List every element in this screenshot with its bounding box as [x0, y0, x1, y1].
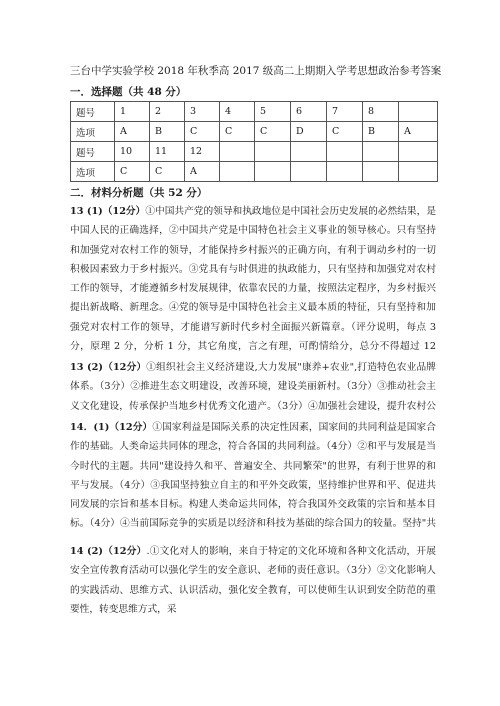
table-cell — [363, 142, 399, 162]
table-cell — [363, 162, 399, 182]
table-cell: C — [115, 162, 150, 182]
table-cell: 7 — [327, 102, 363, 122]
question-number: 14 (2)（12分） — [70, 546, 147, 557]
table-cell: C — [185, 122, 220, 142]
table-cell: 选项 — [71, 122, 115, 142]
answer-text: ①国家利益是国际关系的决定性因素，国家间的共同利益是国家合作的基础。人类命运共同体的理念，符合各国的共同利益。（4分）②和平与发展是当今时代的主题。共同"建设持久和平、普遍安全、共同繁荣"的世界，有利于世界的和平与发展。（4分）③我国坚持独立自主的和平外交政策，坚持维护世界和平、促进共同发展的宗旨和基本目标。构建人类命运共同体，符合我国外交政策的宗旨和基本目标。（4分）④当前国际竞争的实质是以经济和科技为基础的综合国力的较量。坚持"共 — [70, 422, 436, 530]
table-cell — [399, 142, 438, 162]
table-cell: 选项 — [71, 162, 115, 182]
answer-text: .①文化对人的影响，来自于特定的文化环境和各种文化活动，开展安全宣传教育活动可以强化学生的安全意识、老师的责任意识。（3分）②文化影响人的实践活动、思维方式、认识活动，强化安全教育，可以使师生认识到安全防范的重要性，转变思维方式，采 — [70, 546, 436, 615]
answer-text: ①组织社会主义经济建设,大力发展"康养+农业",打造特色农业品牌体系。（3分）②推进生态文明建设，改善环境，建设美丽新村。（3分）③推动社会主义文化建设，传承保护当地乡村优秀文化遗产。（3分）④加强社会建设，提升农村公 — [70, 362, 436, 412]
table-cell: A — [115, 122, 150, 142]
answer-13-1 — [70, 202, 436, 356]
table-cell: C — [220, 122, 255, 142]
table-cell: B — [150, 122, 185, 142]
table-cell: 8 — [363, 102, 399, 122]
answer-13-2 — [70, 358, 436, 416]
table-cell — [255, 162, 291, 182]
answer-14-1 — [70, 418, 436, 534]
table-cell: C — [327, 122, 363, 142]
table-cell — [327, 162, 363, 182]
table-cell — [399, 162, 438, 182]
table-cell: 11 — [150, 142, 185, 162]
table-cell — [220, 142, 255, 162]
table-cell: C — [150, 162, 185, 182]
question-number: 13 (2)（12分） — [70, 362, 147, 373]
table-cell: A — [399, 122, 438, 142]
document-title: 三台中学实验学校 2018 年秋季高 2017 级高二上期期入学考思想政治参考答案 — [70, 65, 442, 77]
table-cell: B — [363, 122, 399, 142]
table-cell: A — [185, 162, 220, 182]
section-choice-heading: 一．选择题（共 48 分） — [70, 86, 187, 98]
answer-14-2 — [70, 542, 436, 658]
table-row — [71, 142, 438, 162]
table-cell: 4 — [220, 102, 255, 122]
table-cell: 6 — [291, 102, 327, 122]
table-row — [71, 162, 438, 182]
table-cell: D — [291, 122, 327, 142]
table-cell — [399, 102, 438, 122]
table-cell: 5 — [255, 102, 291, 122]
table-cell — [291, 162, 327, 182]
table-cell: 12 — [185, 142, 220, 162]
table-cell — [291, 142, 327, 162]
table-cell: 10 — [115, 142, 150, 162]
table-cell: 1 — [115, 102, 150, 122]
table-row — [71, 102, 438, 122]
table-cell — [327, 142, 363, 162]
table-row — [71, 122, 438, 142]
table-cell: 2 — [150, 102, 185, 122]
question-number: 13 (1)（12分） — [70, 206, 146, 217]
table-cell: 题号 — [71, 102, 115, 122]
answer-table — [70, 101, 438, 182]
table-cell — [220, 162, 255, 182]
question-number: 14．(1)（12分） — [70, 422, 153, 433]
table-cell: 题号 — [71, 142, 115, 162]
answer-text: ①中国共产党的领导和执政地位是中国社会历史发展的必然结果，是中国人民的正确选择，②中国共产党是中国特色社会主义事业的领导核心。只有坚持和加强党对农村工作的领导，才能保持乡村振兴的正确方向，有利于调动乡村的一切积极因素致力于乡村振兴。③党具有与时俱进的执政能力，只有坚持和加强党对农村工作的领导，才能遵循乡村发展规律，依靠农民的力量，按照法定程序，为乡村振兴提出新战略、新理念。④党的领导是中国特色社会主义最本质的特征，只有坚持和加强党对农村工作的领导，才能谱写新时代乡村全面振兴新篇章。（评分说明，每点 3 分，原理 2 分，分析 1 分，其它角度，言之有理，可酌情给分，总分不得超过 12 — [70, 206, 436, 353]
section-analysis-heading: 二．材料分析题（共 52 分） — [70, 187, 208, 199]
table-cell: 3 — [185, 102, 220, 122]
table-cell: C — [255, 122, 291, 142]
table-cell — [255, 142, 291, 162]
